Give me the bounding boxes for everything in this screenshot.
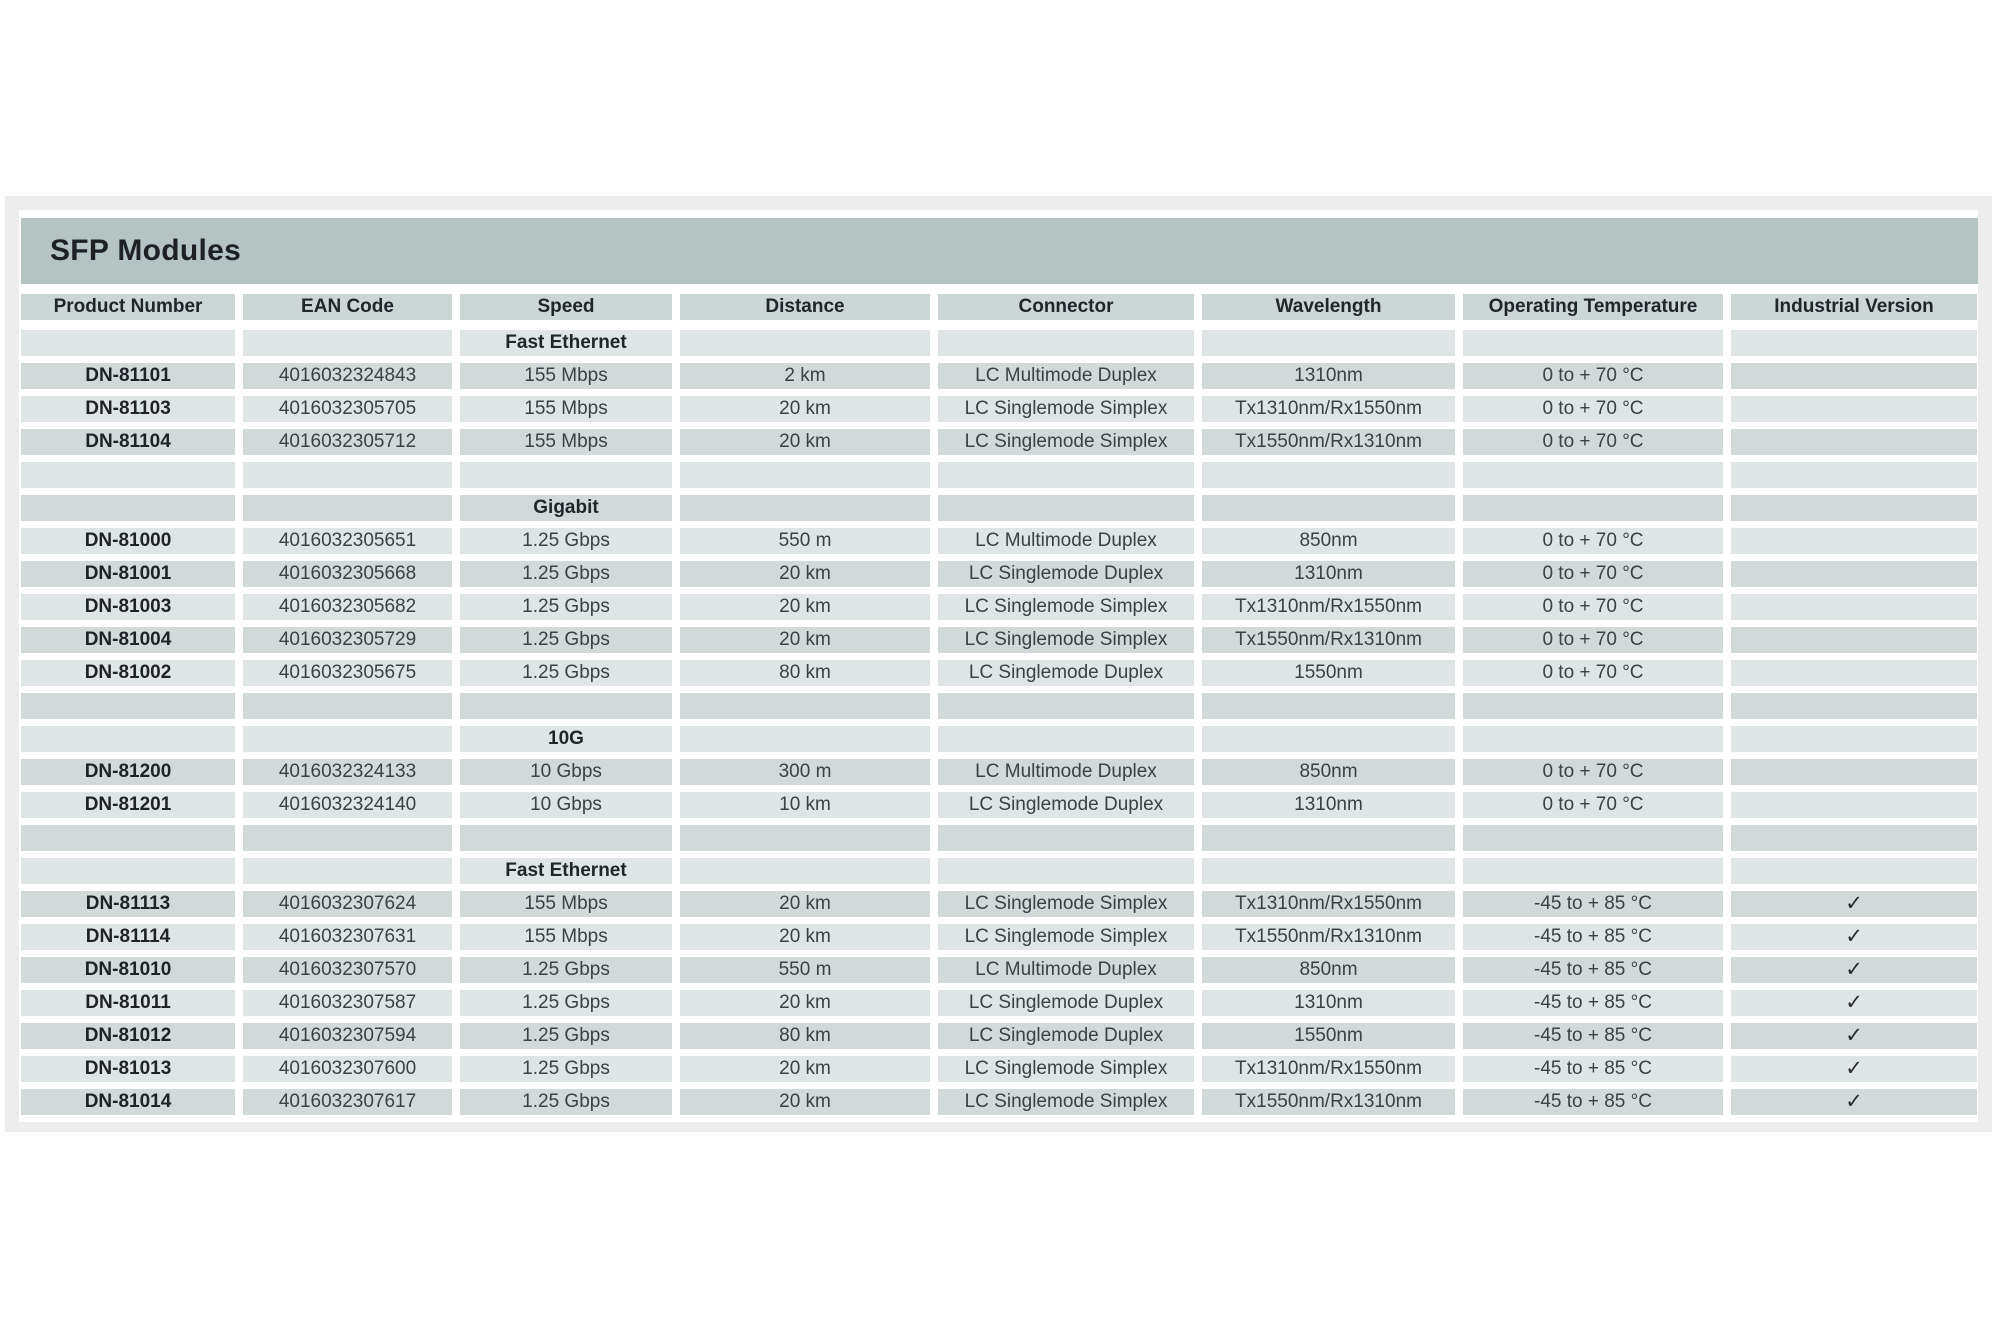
- cell-wavelength: 1310nm: [1202, 990, 1455, 1016]
- table-body: [21, 330, 1978, 1115]
- table-row: [21, 396, 1978, 422]
- cell-operating-temperature: 0 to + 70 °C: [1463, 660, 1723, 686]
- cell-wavelength: Tx1310nm/Rx1550nm: [1202, 396, 1455, 422]
- cell-wavelength: Tx1550nm/Rx1310nm: [1202, 924, 1455, 950]
- cell-speed: 1.25 Gbps: [460, 990, 672, 1016]
- cell: [460, 462, 672, 488]
- cell-industrial-version: [1731, 891, 1977, 917]
- cell: [21, 693, 235, 719]
- cell: [680, 858, 930, 884]
- column-header-3: Distance: [680, 294, 930, 320]
- cell: [21, 462, 235, 488]
- cell: [1731, 330, 1977, 356]
- cell-product-number: DN-81201: [21, 792, 235, 818]
- cell-operating-temperature: 0 to + 70 °C: [1463, 396, 1723, 422]
- column-header-7: Industrial Version: [1731, 294, 1977, 320]
- cell: [1202, 462, 1455, 488]
- table-row: [21, 627, 1978, 653]
- cell-product-number: DN-81001: [21, 561, 235, 587]
- spacer-row: [21, 825, 1978, 851]
- cell-operating-temperature: -45 to + 85 °C: [1463, 924, 1723, 950]
- cell-wavelength: 850nm: [1202, 957, 1455, 983]
- cell-operating-temperature: -45 to + 85 °C: [1463, 957, 1723, 983]
- check-icon: ✓: [1845, 958, 1863, 981]
- group-label: Gigabit: [460, 495, 672, 521]
- cell-operating-temperature: 0 to + 70 °C: [1463, 792, 1723, 818]
- cell-wavelength: 850nm: [1202, 528, 1455, 554]
- cell-industrial-version: [1731, 660, 1977, 686]
- cell-ean-code: 4016032305705: [243, 396, 452, 422]
- cell: [1202, 330, 1455, 356]
- cell: [1202, 726, 1455, 752]
- group-row: [21, 495, 1978, 521]
- cell-connector: LC Singlemode Duplex: [938, 792, 1194, 818]
- sfp-modules-table: [21, 218, 1978, 1122]
- cell-product-number: DN-81200: [21, 759, 235, 785]
- table-row: [21, 924, 1978, 950]
- cell: [1202, 825, 1455, 851]
- table-row: [21, 594, 1978, 620]
- cell-operating-temperature: 0 to + 70 °C: [1463, 627, 1723, 653]
- cell-speed: 1.25 Gbps: [460, 1089, 672, 1115]
- cell: [938, 858, 1194, 884]
- cell: [1202, 858, 1455, 884]
- cell: [1202, 495, 1455, 521]
- cell-wavelength: 1310nm: [1202, 792, 1455, 818]
- cell-product-number: DN-81002: [21, 660, 235, 686]
- column-header-0: Product Number: [21, 294, 235, 320]
- cell: [1463, 858, 1723, 884]
- column-header-2: Speed: [460, 294, 672, 320]
- cell: [680, 693, 930, 719]
- cell-connector: LC Singlemode Simplex: [938, 1089, 1194, 1115]
- cell: [1731, 726, 1977, 752]
- column-header-6: Operating Temperature: [1463, 294, 1723, 320]
- cell-connector: LC Singlemode Duplex: [938, 1023, 1194, 1049]
- cell-product-number: DN-81003: [21, 594, 235, 620]
- cell-operating-temperature: -45 to + 85 °C: [1463, 990, 1723, 1016]
- cell-wavelength: 1550nm: [1202, 660, 1455, 686]
- cell-connector: LC Singlemode Simplex: [938, 429, 1194, 455]
- spacer-row: [21, 462, 1978, 488]
- cell-product-number: DN-81103: [21, 396, 235, 422]
- table-row: [21, 792, 1978, 818]
- group-label: 10G: [460, 726, 672, 752]
- cell-product-number: DN-81000: [21, 528, 235, 554]
- cell-operating-temperature: -45 to + 85 °C: [1463, 1089, 1723, 1115]
- cell-industrial-version: [1731, 1056, 1977, 1082]
- table-header-row: [21, 294, 1978, 320]
- cell: [938, 462, 1194, 488]
- cell: [938, 726, 1194, 752]
- cell-ean-code: 4016032305675: [243, 660, 452, 686]
- table-row: [21, 1089, 1978, 1115]
- group-row: [21, 858, 1978, 884]
- cell-speed: 10 Gbps: [460, 759, 672, 785]
- cell-ean-code: 4016032307570: [243, 957, 452, 983]
- cell-connector: LC Singlemode Duplex: [938, 660, 1194, 686]
- cell-industrial-version: [1731, 627, 1977, 653]
- cell-distance: 20 km: [680, 990, 930, 1016]
- check-icon: ✓: [1845, 991, 1863, 1014]
- cell-distance: 20 km: [680, 891, 930, 917]
- group-label: Fast Ethernet: [460, 330, 672, 356]
- cell: [243, 858, 452, 884]
- cell-speed: 155 Mbps: [460, 924, 672, 950]
- cell-distance: 550 m: [680, 528, 930, 554]
- cell-distance: 20 km: [680, 396, 930, 422]
- cell: [1463, 462, 1723, 488]
- cell: [1463, 693, 1723, 719]
- cell-speed: 155 Mbps: [460, 891, 672, 917]
- cell-product-number: DN-81113: [21, 891, 235, 917]
- cell-connector: LC Singlemode Simplex: [938, 1056, 1194, 1082]
- table-row: [21, 660, 1978, 686]
- cell-speed: 1.25 Gbps: [460, 660, 672, 686]
- cell: [21, 330, 235, 356]
- cell-industrial-version: [1731, 1023, 1977, 1049]
- cell: [938, 825, 1194, 851]
- cell-distance: 10 km: [680, 792, 930, 818]
- cell: [1731, 858, 1977, 884]
- cell-connector: LC Singlemode Simplex: [938, 594, 1194, 620]
- cell-distance: 80 km: [680, 1023, 930, 1049]
- cell-wavelength: Tx1550nm/Rx1310nm: [1202, 1089, 1455, 1115]
- cell-speed: 10 Gbps: [460, 792, 672, 818]
- table-row: [21, 1023, 1978, 1049]
- cell-wavelength: 1310nm: [1202, 561, 1455, 587]
- cell-distance: 550 m: [680, 957, 930, 983]
- column-header-4: Connector: [938, 294, 1194, 320]
- column-header-5: Wavelength: [1202, 294, 1455, 320]
- cell-product-number: DN-81011: [21, 990, 235, 1016]
- cell-operating-temperature: -45 to + 85 °C: [1463, 891, 1723, 917]
- table-row: [21, 561, 1978, 587]
- cell: [680, 726, 930, 752]
- cell: [1463, 726, 1723, 752]
- cell-speed: 1.25 Gbps: [460, 594, 672, 620]
- cell-ean-code: 4016032324140: [243, 792, 452, 818]
- cell: [21, 858, 235, 884]
- cell-wavelength: Tx1310nm/Rx1550nm: [1202, 891, 1455, 917]
- cell-product-number: DN-81114: [21, 924, 235, 950]
- cell: [460, 825, 672, 851]
- cell: [1731, 825, 1977, 851]
- check-icon: ✓: [1845, 1057, 1863, 1080]
- cell: [680, 330, 930, 356]
- page-title: SFP Modules: [50, 234, 242, 267]
- cell-connector: LC Multimode Duplex: [938, 759, 1194, 785]
- cell-wavelength: 850nm: [1202, 759, 1455, 785]
- cell-product-number: DN-81013: [21, 1056, 235, 1082]
- table-row: [21, 891, 1978, 917]
- check-icon: ✓: [1845, 892, 1863, 915]
- cell-ean-code: 4016032307617: [243, 1089, 452, 1115]
- cell-industrial-version: [1731, 759, 1977, 785]
- cell-connector: LC Multimode Duplex: [938, 363, 1194, 389]
- cell-ean-code: 4016032324133: [243, 759, 452, 785]
- column-header-1: EAN Code: [243, 294, 452, 320]
- cell-connector: LC Singlemode Simplex: [938, 396, 1194, 422]
- spacer-row: [21, 693, 1978, 719]
- cell-industrial-version: [1731, 1089, 1977, 1115]
- cell-wavelength: Tx1550nm/Rx1310nm: [1202, 429, 1455, 455]
- cell-connector: LC Singlemode Duplex: [938, 990, 1194, 1016]
- check-icon: ✓: [1845, 925, 1863, 948]
- cell-wavelength: 1310nm: [1202, 363, 1455, 389]
- cell-industrial-version: [1731, 429, 1977, 455]
- cell-ean-code: 4016032324843: [243, 363, 452, 389]
- cell-wavelength: Tx1550nm/Rx1310nm: [1202, 627, 1455, 653]
- cell-ean-code: 4016032305668: [243, 561, 452, 587]
- cell-ean-code: 4016032307587: [243, 990, 452, 1016]
- cell-industrial-version: [1731, 561, 1977, 587]
- cell: [243, 495, 452, 521]
- cell-distance: 20 km: [680, 561, 930, 587]
- cell: [1202, 693, 1455, 719]
- cell: [243, 726, 452, 752]
- cell: [1463, 330, 1723, 356]
- cell-connector: LC Singlemode Simplex: [938, 627, 1194, 653]
- cell-operating-temperature: 0 to + 70 °C: [1463, 594, 1723, 620]
- cell-speed: 1.25 Gbps: [460, 957, 672, 983]
- cell-ean-code: 4016032307631: [243, 924, 452, 950]
- group-row: [21, 330, 1978, 356]
- cell-connector: LC Singlemode Simplex: [938, 924, 1194, 950]
- cell-distance: 20 km: [680, 1089, 930, 1115]
- table-row: [21, 1056, 1978, 1082]
- cell-industrial-version: [1731, 924, 1977, 950]
- cell-operating-temperature: -45 to + 85 °C: [1463, 1056, 1723, 1082]
- cell-ean-code: 4016032305682: [243, 594, 452, 620]
- cell: [1731, 693, 1977, 719]
- cell-distance: 20 km: [680, 924, 930, 950]
- cell-industrial-version: [1731, 957, 1977, 983]
- cell-distance: 20 km: [680, 594, 930, 620]
- cell-speed: 1.25 Gbps: [460, 1023, 672, 1049]
- cell-ean-code: 4016032307594: [243, 1023, 452, 1049]
- cell-operating-temperature: 0 to + 70 °C: [1463, 528, 1723, 554]
- cell: [680, 495, 930, 521]
- cell-distance: 300 m: [680, 759, 930, 785]
- cell: [21, 825, 235, 851]
- cell-distance: 20 km: [680, 627, 930, 653]
- table-title-band: [21, 218, 1978, 284]
- cell-speed: 155 Mbps: [460, 396, 672, 422]
- cell-connector: LC Singlemode Duplex: [938, 561, 1194, 587]
- cell: [938, 330, 1194, 356]
- group-row: [21, 726, 1978, 752]
- cell-product-number: DN-81010: [21, 957, 235, 983]
- cell-ean-code: 4016032305729: [243, 627, 452, 653]
- cell-distance: 20 km: [680, 1056, 930, 1082]
- cell-product-number: DN-81012: [21, 1023, 235, 1049]
- cell-wavelength: 1550nm: [1202, 1023, 1455, 1049]
- cell-wavelength: Tx1310nm/Rx1550nm: [1202, 594, 1455, 620]
- datasheet-inner-card: [19, 210, 1978, 1122]
- table-row: [21, 363, 1978, 389]
- cell-operating-temperature: 0 to + 70 °C: [1463, 363, 1723, 389]
- cell: [680, 825, 930, 851]
- cell-ean-code: 4016032305651: [243, 528, 452, 554]
- cell-connector: LC Multimode Duplex: [938, 957, 1194, 983]
- cell-distance: 2 km: [680, 363, 930, 389]
- cell-product-number: DN-81104: [21, 429, 235, 455]
- cell-operating-temperature: 0 to + 70 °C: [1463, 429, 1723, 455]
- cell: [680, 462, 930, 488]
- datasheet-panel: [5, 196, 1992, 1132]
- cell-operating-temperature: 0 to + 70 °C: [1463, 759, 1723, 785]
- cell-industrial-version: [1731, 792, 1977, 818]
- cell-product-number: DN-81101: [21, 363, 235, 389]
- table-row: [21, 429, 1978, 455]
- cell: [243, 693, 452, 719]
- cell: [460, 693, 672, 719]
- cell-speed: 1.25 Gbps: [460, 1056, 672, 1082]
- cell-operating-temperature: 0 to + 70 °C: [1463, 561, 1723, 587]
- cell-connector: LC Multimode Duplex: [938, 528, 1194, 554]
- cell: [1731, 462, 1977, 488]
- cell-speed: 1.25 Gbps: [460, 561, 672, 587]
- cell-wavelength: Tx1310nm/Rx1550nm: [1202, 1056, 1455, 1082]
- cell: [243, 330, 452, 356]
- cell: [1463, 495, 1723, 521]
- cell: [938, 693, 1194, 719]
- cell: [243, 462, 452, 488]
- check-icon: ✓: [1845, 1090, 1863, 1113]
- cell-speed: 1.25 Gbps: [460, 528, 672, 554]
- cell: [243, 825, 452, 851]
- cell-speed: 1.25 Gbps: [460, 627, 672, 653]
- cell-industrial-version: [1731, 396, 1977, 422]
- table-row: [21, 990, 1978, 1016]
- cell-product-number: DN-81014: [21, 1089, 235, 1115]
- group-label: Fast Ethernet: [460, 858, 672, 884]
- cell: [21, 726, 235, 752]
- check-icon: ✓: [1845, 1024, 1863, 1047]
- table-row: [21, 759, 1978, 785]
- table-row: [21, 528, 1978, 554]
- cell-distance: 80 km: [680, 660, 930, 686]
- cell-industrial-version: [1731, 528, 1977, 554]
- cell-speed: 155 Mbps: [460, 429, 672, 455]
- cell-industrial-version: [1731, 594, 1977, 620]
- cell: [1731, 495, 1977, 521]
- cell-product-number: DN-81004: [21, 627, 235, 653]
- cell-industrial-version: [1731, 363, 1977, 389]
- cell-ean-code: 4016032305712: [243, 429, 452, 455]
- table-row: [21, 957, 1978, 983]
- cell: [21, 495, 235, 521]
- cell-connector: LC Singlemode Simplex: [938, 891, 1194, 917]
- cell-industrial-version: [1731, 990, 1977, 1016]
- cell-ean-code: 4016032307600: [243, 1056, 452, 1082]
- cell-operating-temperature: -45 to + 85 °C: [1463, 1023, 1723, 1049]
- cell-speed: 155 Mbps: [460, 363, 672, 389]
- cell-distance: 20 km: [680, 429, 930, 455]
- cell: [1463, 825, 1723, 851]
- cell: [938, 495, 1194, 521]
- cell-ean-code: 4016032307624: [243, 891, 452, 917]
